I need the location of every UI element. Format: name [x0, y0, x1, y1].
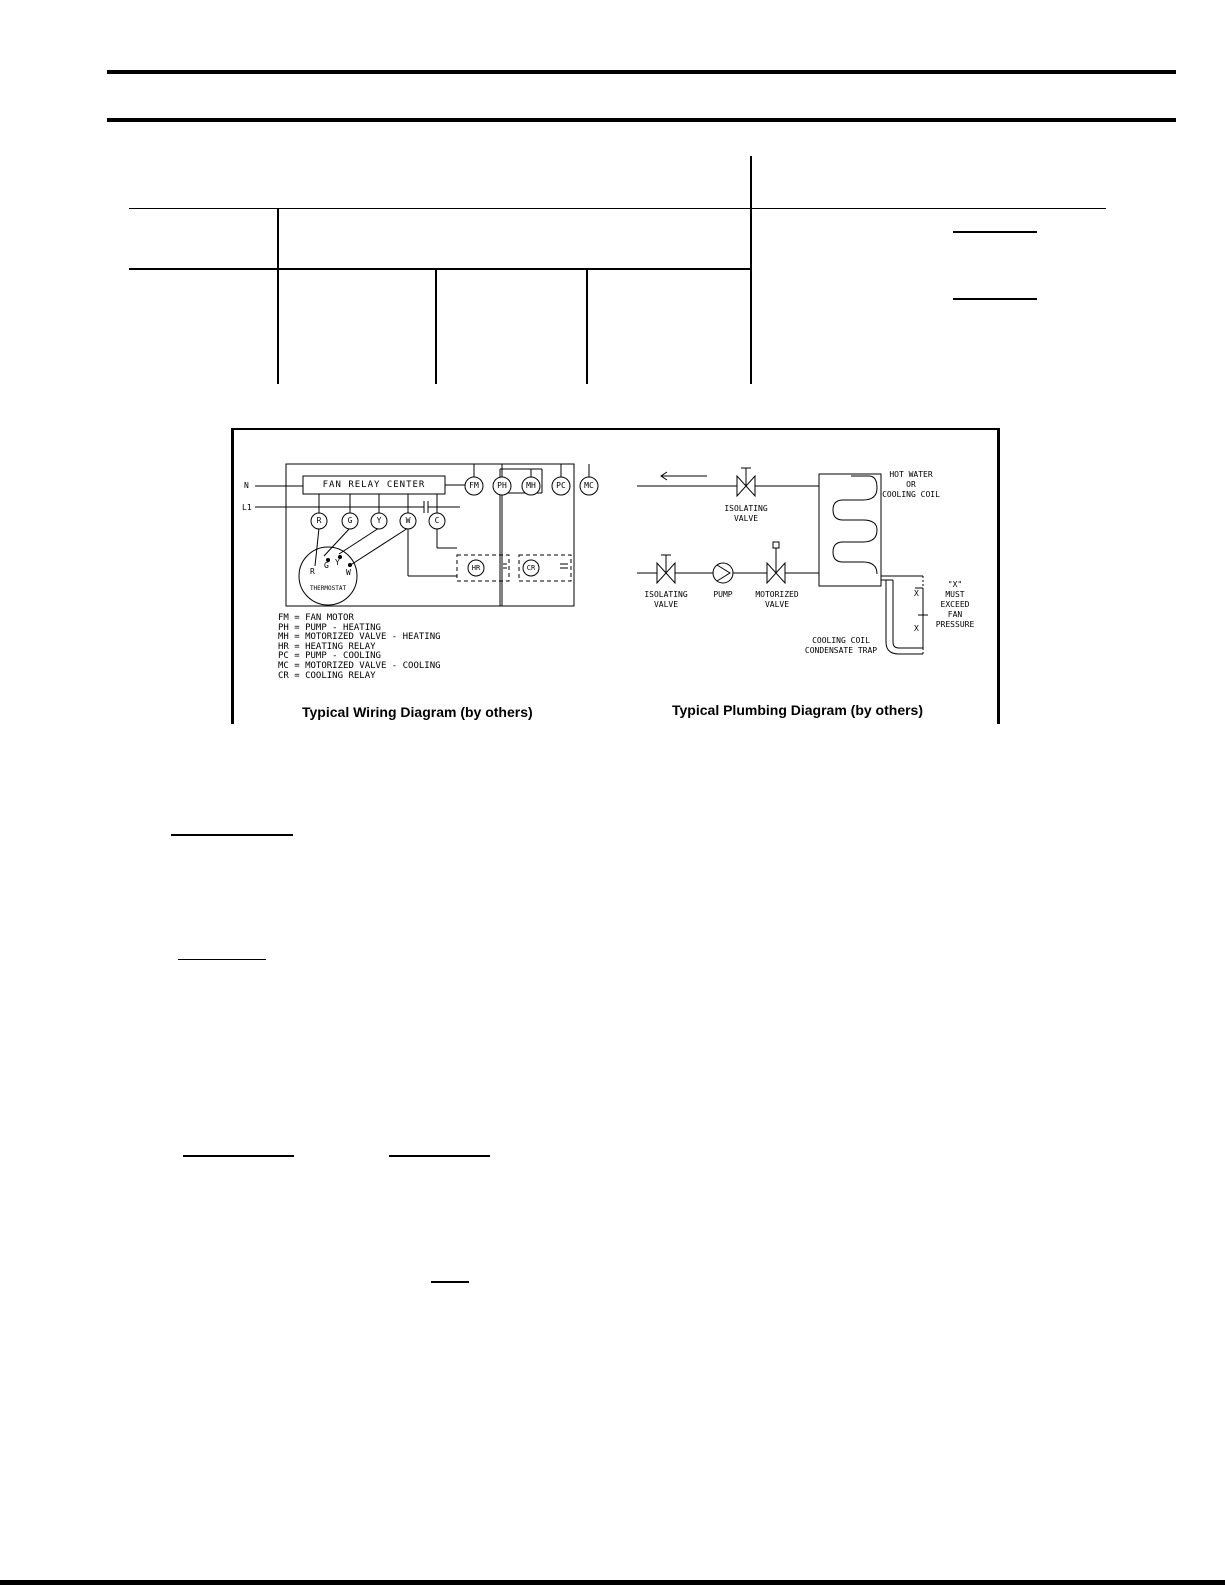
terminal-y-label: Y — [376, 516, 382, 525]
fan-relay-center-label: FAN RELAY CENTER — [322, 480, 426, 490]
thermostat-y-label: Y — [335, 558, 340, 567]
diagram-figure — [231, 428, 1000, 724]
underline-2 — [178, 959, 266, 960]
table-underline-1 — [953, 231, 1037, 233]
table-hline-top — [129, 208, 1106, 209]
line-n-label: N — [244, 481, 249, 490]
relay-cr-label: CR — [526, 564, 536, 572]
underline-4 — [389, 1155, 490, 1157]
pump-label: PUMP — [713, 590, 733, 599]
line-l1-label: L1 — [242, 503, 252, 512]
plumbing-diagram — [631, 428, 997, 668]
relay-hr-label: HR — [471, 564, 481, 572]
x-note-label: "X" MUST EXCEED FAN PRESSURE — [935, 580, 975, 629]
thermostat-r-label: R — [310, 567, 315, 576]
wiring-diagram — [231, 428, 621, 628]
header-rule-top — [107, 70, 1176, 74]
table-vline-3 — [586, 269, 588, 384]
trap-label: COOLING COIL CONDENSATE TRAP — [804, 636, 878, 655]
x-mark-bottom: X — [914, 624, 919, 633]
motor-fm-label: FM — [469, 481, 479, 490]
table-vline-main — [750, 156, 752, 384]
terminal-g-label: G — [347, 516, 353, 525]
motor-ph-label: PH — [497, 481, 507, 490]
legend-mc: MC = MOTORIZED VALVE - COOLING — [278, 660, 441, 671]
wiring-legend — [278, 614, 441, 681]
underline-5 — [431, 1281, 469, 1283]
legend-fm: FM = FAN MOTOR — [278, 613, 354, 623]
isolating-valve-bottom-label: ISOLATING VALVE — [644, 590, 688, 609]
underline-3 — [183, 1155, 294, 1157]
underline-1 — [171, 834, 293, 836]
motor-pc-label: PC — [556, 481, 566, 490]
x-mark-top: X — [914, 589, 919, 598]
legend-hr: HR = HEATING RELAY — [278, 641, 376, 652]
motor-mh-label: MH — [526, 481, 536, 490]
motorized-valve-label: MOTORIZED VALVE — [755, 590, 799, 609]
thermostat-label: THERMOSTAT — [309, 585, 347, 592]
terminal-r-label: R — [316, 516, 322, 525]
isolating-valve-top-label: ISOLATING VALVE — [724, 504, 768, 523]
wiring-caption: Typical Wiring Diagram (by others) — [302, 704, 533, 720]
legend-pc: PC = PUMP - COOLING — [278, 651, 381, 662]
legend-cr: CR = COOLING RELAY — [278, 670, 376, 681]
legend-mh: MH = MOTORIZED VALVE - HEATING — [278, 632, 441, 643]
footer-rule — [0, 1580, 1225, 1585]
table-vline-1 — [277, 209, 279, 384]
header-rule-bottom — [107, 118, 1176, 122]
table-vline-2 — [435, 269, 437, 384]
table-underline-2 — [953, 298, 1037, 300]
terminal-w-label: W — [405, 516, 411, 525]
plumbing-caption: Typical Plumbing Diagram (by others) — [672, 702, 924, 718]
motor-mc-label: MC — [584, 481, 594, 490]
coil-label: HOT WATER OR COOLING COIL — [882, 470, 940, 499]
terminal-c-label: C — [434, 516, 440, 525]
thermostat-g-label: G — [324, 561, 329, 570]
legend-ph: PH = PUMP - HEATING — [278, 622, 381, 633]
figure-border-right — [997, 428, 1000, 724]
thermostat-w-label: W — [346, 568, 351, 577]
table-hline-mid — [129, 268, 751, 270]
